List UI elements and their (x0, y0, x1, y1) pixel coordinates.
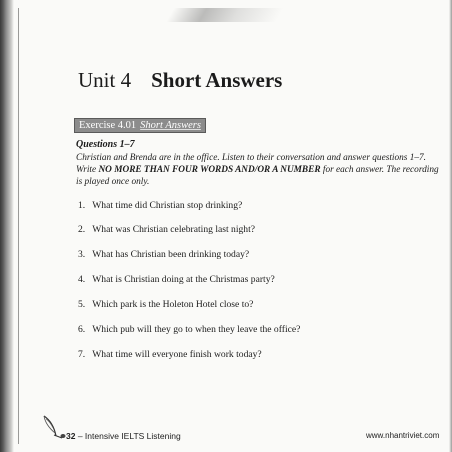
question-number: 1. (78, 200, 86, 211)
question-item (78, 349, 262, 360)
exercise-banner (74, 118, 206, 133)
footer-page-info (66, 431, 181, 441)
questions-range: Questions 1–7 (76, 139, 135, 150)
instructions-text-end: for each answer. The recording is played once only. (76, 165, 439, 187)
instructions-emphasis: NO MORE THAN FOUR WORDS AND/OR A NUMBER (98, 165, 321, 175)
footer-website: www.nhantriviet.com (366, 431, 440, 440)
unit-label: Unit 4 (78, 68, 132, 92)
instructions-text: Christian and Brenda are in the office. Listen to their conversation and answer questions 1–7. Write (76, 153, 426, 175)
question-number: 3. (78, 249, 86, 260)
quill-pen-icon (40, 414, 66, 440)
question-number: 4. (78, 274, 86, 285)
question-number: 7. (78, 349, 86, 360)
question-item (78, 274, 275, 285)
question-text: Which park is the Holeton Hotel close to? (92, 299, 254, 310)
question-text: What is Christian doing at the Christmas party? (92, 274, 275, 285)
question-number: 2. (78, 224, 86, 235)
page-margin-line (18, 8, 19, 444)
question-number: 6. (78, 324, 86, 335)
exercise-number: Exercise 4.01 (79, 120, 137, 131)
book-title: – Intensive IELTS Listening (77, 431, 181, 441)
scan-binding-shadow (0, 0, 14, 452)
question-item (78, 224, 255, 235)
instructions (76, 152, 441, 188)
question-number: 5. (78, 299, 86, 310)
unit-heading: Short Answers (151, 68, 283, 92)
question-text: Which pub will they go to when they leave the office? (92, 324, 301, 335)
question-item (78, 249, 249, 260)
scan-artifact (166, 8, 284, 22)
question-text: What has Christian been drinking today? (92, 249, 250, 260)
exercise-title: Short Answers (140, 120, 201, 131)
question-text: What was Christian celebrating last night? (92, 224, 256, 235)
question-text: What time will everyone finish work today? (92, 349, 262, 360)
unit-title (78, 68, 282, 93)
question-item (78, 200, 242, 211)
question-text: What time did Christian stop drinking? (92, 200, 243, 211)
question-item (78, 299, 253, 310)
page-number: 32 (66, 431, 76, 441)
question-item (78, 324, 300, 335)
